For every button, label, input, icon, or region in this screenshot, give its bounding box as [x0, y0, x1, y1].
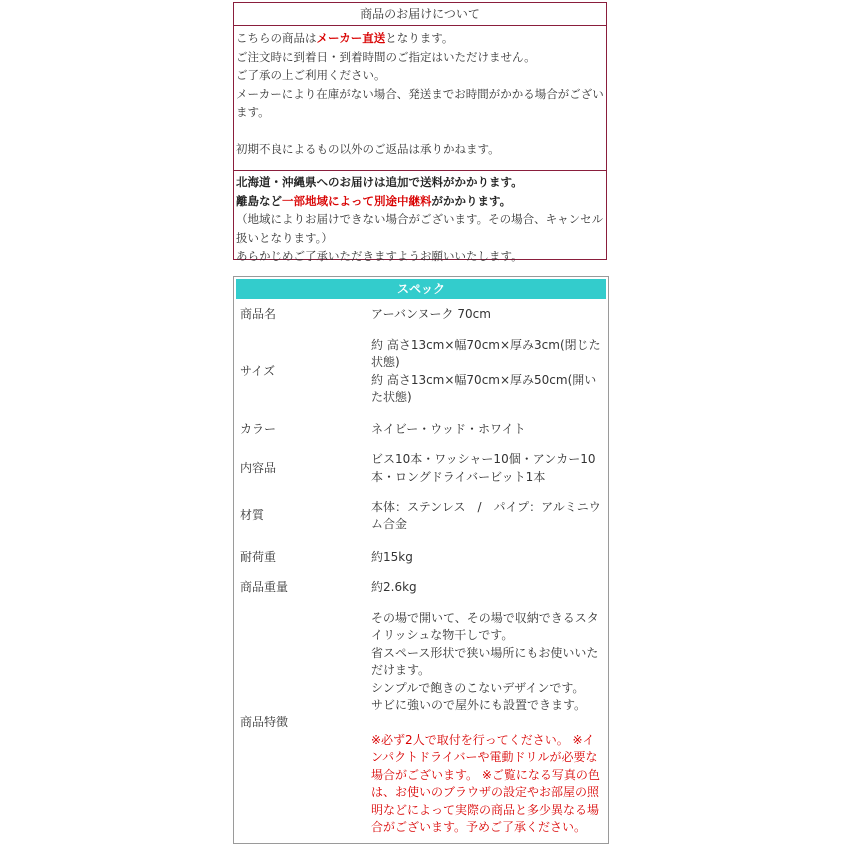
spec-value: 約15kg — [371, 550, 413, 565]
spec-value — [365, 603, 608, 843]
delivery-info-box — [233, 2, 607, 263]
table-row — [234, 489, 608, 543]
size-closed: 約 高さ13cm×幅70cm×厚み3cm(閉じた状態) — [371, 337, 601, 369]
stock-line: メーカーにより在庫がない場合、発送までお時間がかかる場合がございます。 — [236, 86, 604, 119]
spec-value: アーバンヌーク 70cm — [371, 307, 491, 322]
spec-value: ネイビー・ウッド・ホワイト — [371, 422, 526, 437]
table-row — [234, 412, 608, 448]
no-date-line: ご注文時に到着日・到着時間のご指定はいただけません。 — [236, 49, 536, 64]
caution-note: ※必ず2人で取付を行ってください。 ※インパクトドライバーや電動ドリルが必要な場合がございます。 ※ご覧になる写真の色は、お使いのブラウザの設定やお部屋の照明などによって実際の商品と多少異なる場合がございます。予めご了承ください。 — [371, 732, 600, 834]
cancel-line: （地域によりお届けできない場合がございます。その場合、キャンセル扱いとなります。） — [236, 212, 604, 245]
delivery-title: 商品のお届けについて — [234, 3, 606, 26]
text: 離島など — [236, 193, 282, 208]
direct-ship-highlight: メーカー直送 — [316, 31, 386, 45]
spacer — [371, 715, 602, 732]
remote-island-line — [236, 192, 604, 211]
spec-value: 約2.6kg — [371, 580, 417, 595]
table-row — [234, 299, 608, 331]
spec-value — [365, 331, 608, 412]
spec-key: 商品名 — [240, 307, 277, 322]
spacer — [236, 122, 604, 141]
relay-fee-highlight: 一部地域によって別途中継料 — [282, 193, 432, 208]
please-line: あらかじめご了承いただきますようお願いいたします。 — [236, 249, 523, 263]
spec-table-box — [233, 276, 609, 844]
spec-title: スペック — [236, 279, 606, 299]
feature-1: その場で開いて、その場で収納できるスタイリッシュな物干しです。 — [371, 610, 599, 642]
delivery-notes — [234, 26, 606, 171]
spec-key: 材質 — [240, 508, 265, 523]
return-line: 初期不良によるもの以外のご返品は承りかねます。 — [236, 142, 500, 156]
spec-key: 耐荷重 — [240, 550, 277, 565]
spec-value: ビス10本・ワッシャー10個・アンカー10本・ロングドライバービット1本 — [371, 452, 596, 484]
spec-key: 商品特徴 — [240, 715, 289, 730]
spec-key: サイズ — [240, 363, 276, 378]
table-row — [234, 543, 608, 573]
feature-2: 省スペース形状で狭い場所にもお使いいただけます。 — [371, 645, 599, 677]
spec-value: 本体：ステンレス / パイプ：アルミニウム合金 — [371, 499, 601, 531]
table-row — [234, 331, 608, 412]
table-row — [234, 573, 608, 603]
feature-3: シンプルで飽きのこないデザインです。 — [371, 680, 585, 695]
text: がかかります。 — [431, 193, 512, 208]
acknowledge-line: ご了承の上ご利用ください。 — [236, 68, 386, 82]
text: となります。 — [385, 31, 454, 45]
hokkaido-okinawa-line: 北海道・沖縄県へのお届けは追加で送料がかかります。 — [236, 175, 523, 189]
table-row — [234, 448, 608, 489]
text: こちらの商品は — [236, 31, 317, 45]
spec-key: 商品重量 — [240, 580, 289, 595]
shipping-notes — [234, 171, 606, 266]
spec-key: 内容品 — [240, 460, 277, 475]
spec-table — [234, 299, 608, 843]
table-row — [234, 603, 608, 843]
size-open: 約 高さ13cm×幅70cm×厚み50cm(開いた状態) — [371, 372, 597, 404]
spec-key: カラー — [240, 422, 277, 437]
feature-4: サビに強いので屋外にも設置できます。 — [371, 698, 587, 712]
direct-ship-line — [236, 29, 604, 48]
